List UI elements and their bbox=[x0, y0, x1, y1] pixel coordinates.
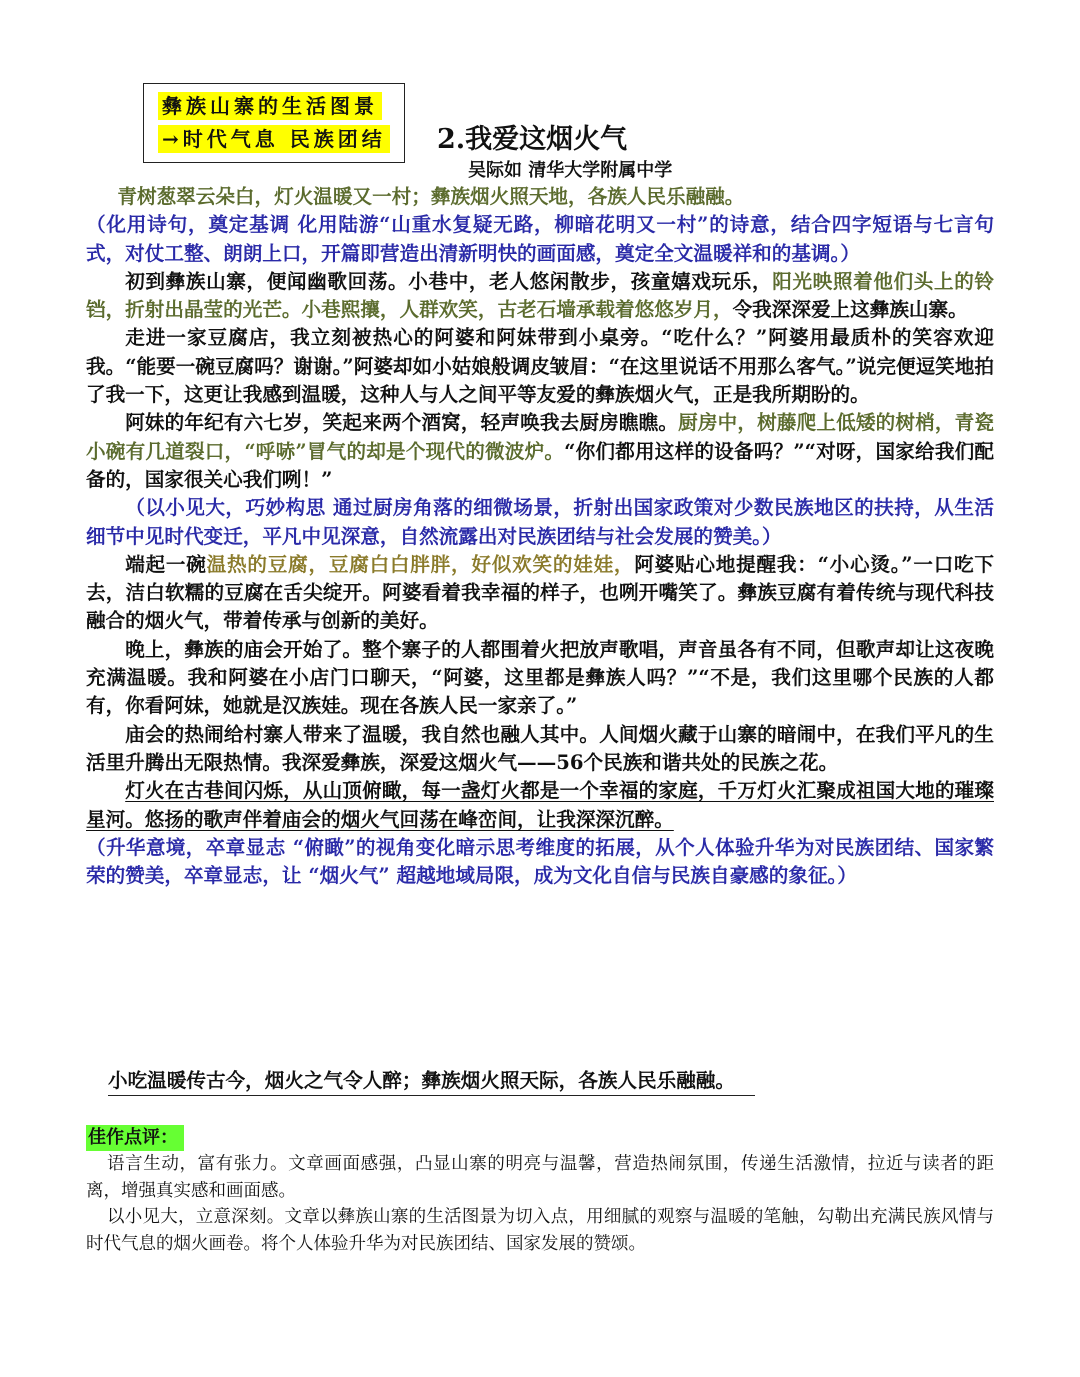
theme-tag-line-1: 彝族山寨的生活图景 bbox=[158, 92, 382, 120]
theme-tag-box bbox=[143, 83, 405, 163]
paragraph-4 bbox=[86, 409, 994, 494]
review-paragraph-2: 以小见大，立意深刻。文章以彝族山寨的生活图景为切入点，用细腻的观察与温暖的笔触，勾勒出充满民族风情与时代气息的烟火画卷。将个人体验升华为对民族团结、国家发展的赞颂。 bbox=[86, 1207, 994, 1254]
comment-2: （以小见大，巧妙构思 通过厨房角落的细微场景，折射出国家政策对少数民族地区的扶持，从生活细节中见时代变迁，平凡中见深意，自然流露出对民族团结与社会发展的赞美。） bbox=[86, 496, 994, 548]
review-paragraph-1: 语言生动，富有张力。文章画面感强，凸显山寨的明亮与温馨，营造热闹氛围，传递生活激情，拉近与读者的距离，增强真实感和画面感。 bbox=[86, 1154, 994, 1201]
paragraph-4-part-a: 阿妹的年纪有六七岁，笑起来两个酒窝，轻声唤我去厨房瞧瞧。 bbox=[125, 411, 679, 435]
closing-couplet: 小吃温暖传古今，烟火之气令人醉；彝族烟火照天际，各族人民乐融融。 bbox=[108, 1067, 755, 1096]
paragraph-5-part-b: 温热的豆腐，豆腐白白胖胖，好似欢笑的娃娃， bbox=[206, 552, 635, 576]
paragraph-3: 走进一家豆腐店，我立刻被热心的阿婆和阿妹带到小桌旁。“吃什么？”阿婆用最质朴的笑容欢迎我。“能要一碗豆腐吗？谢谢。”阿婆却如小姑娘般调皮皱眉：“在这里说话不用那么客气。”说完便逗笑地拍了我一下，这更让我感到温暖，这种人与人之间平等友爱的彝族烟火气，正是我所期盼的。 bbox=[86, 326, 994, 407]
paragraph-6: 晚上，彝族的庙会开始了。整个寨子的人都围着火把放声歌唱，声音虽各有不同，但歌声却让这夜晚充满温暖。我和阿婆在小店门口聊天，“阿婆，这里都是彝族人吗？”“不是，我们这里哪个民族的人都有，你看阿妹，她就是汉族娃。现在各族人民一家亲了。” bbox=[86, 637, 994, 718]
paragraph-2-part-b: 阳光映照着他们头上的铃铛，折射出晶莹的光芒。小巷熙攘，人群欢笑，古老石墙承载着悠悠岁月， bbox=[86, 269, 995, 322]
paragraph-2-part-a: 初到彝族山寨，便闻幽歌回荡。小巷中，老人悠闲散步，孩童嬉戏玩乐， bbox=[125, 269, 773, 293]
paragraph-4-part-b: 厨房中，树藤爬上低矮的树梢，青瓷小碗有几道裂口，“呼哧”冒气的却是个现代的微波炉。 bbox=[86, 411, 995, 463]
paragraph-7: 庙会的热闹给村寨人带来了温暖，我自然也融人其中。人间烟火藏于山寨的暗闹中，在我们平凡的生活里升腾出无限热情。我深爱彝族，深爱这烟火气——56个民族和谐共处的民族之花。 bbox=[86, 722, 994, 774]
author-byline: 吴际如 清华大学附属中学 bbox=[468, 160, 673, 181]
comment-3: （升华意境，卒章显志 “俯瞰”的视角变化暗示思考维度的拓展，从个人体验升华为对民族团结、国家繁荣的赞美，卒章显志，让 “烟火气” 超越地域局限，成为文化自信与民族自豪感的象征。） bbox=[86, 835, 994, 888]
review-section bbox=[86, 1151, 994, 1257]
paragraph-5 bbox=[86, 551, 994, 636]
paragraph-2-part-c: 令我深深爱上这彝族山寨。 bbox=[732, 298, 968, 322]
paragraph-8: 灯火在古巷间闪烁，从山顶俯瞰，每一盏灯火都是一个幸福的家庭，千万灯火汇聚成祖国大地的璀璨星河。悠扬的歌声伴着庙会的烟火气回荡在峰峦间，让我深深沉醉。 bbox=[86, 779, 994, 831]
review-label: 佳作点评： bbox=[86, 1125, 184, 1151]
paragraph-5-part-c: 阿婆贴心地提醒我：“小心烫。”一口吃下去，洁白软糯的豆腐在舌尖绽开。阿婆看着我幸福的样子，也咧开嘴笑了。彝族豆腐有着传统与现代科技融合的烟火气，带着传承与创新的美好。 bbox=[86, 552, 995, 633]
opening-couplet: 青树葱翠云朵白，灯火温暖又一村；彝族烟火照天地，各族人民乐融融。 bbox=[117, 185, 745, 208]
comment-1: （化用诗句，奠定基调 化用陆游“山重水复疑无路，柳暗花明又一村”的诗意，结合四字短语与七言句式，对仗工整、朗朗上口，开篇即营造出清新明快的画面感，奠定全文温暖祥和的基调。） bbox=[86, 213, 994, 265]
paragraph-5-part-a: 端起一碗 bbox=[125, 552, 207, 576]
paragraph-4-part-c: “你们都用这样的设备吗？”“对呀，国家给我们配备的，国家很关心我们咧！” bbox=[86, 439, 994, 491]
essay-body bbox=[86, 183, 994, 890]
theme-tag-line-2: →时代气息 民族团结 bbox=[158, 125, 390, 153]
essay-title: 2.我爱这烟火气 bbox=[437, 124, 628, 155]
paragraph-2 bbox=[86, 268, 994, 325]
